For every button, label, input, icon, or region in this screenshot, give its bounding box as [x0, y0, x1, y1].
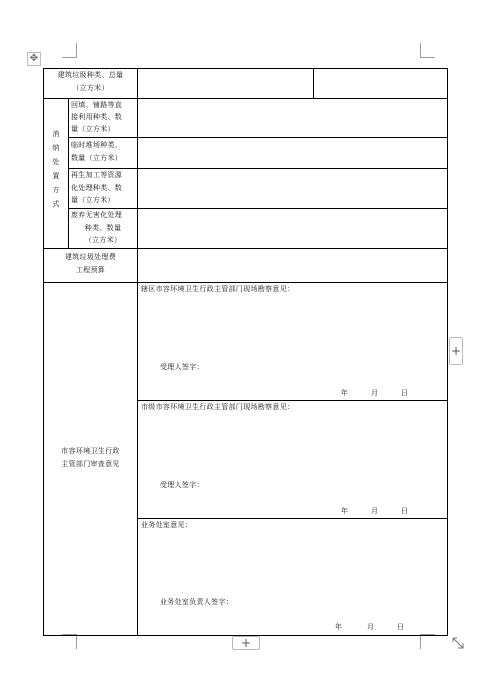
temp-storage-label-line2: 数量（立方米）	[71, 154, 123, 162]
business-opinion-title: 业务处室意见：	[141, 521, 193, 529]
city-date-month: 月	[371, 507, 379, 515]
recycle-label-line3: 量（立方米）	[71, 196, 115, 204]
disposal-method-char-1: 消	[52, 130, 60, 138]
table-move-handle[interactable]	[27, 52, 41, 66]
city-opinion-title: 市级市容环境卫生行政主管部门现场勘察意见：	[141, 403, 295, 411]
landfill-label-line1: 废弃无害化处理	[71, 211, 123, 219]
disposal-method-char-5: 方	[52, 186, 60, 194]
business-date-day: 日	[397, 623, 405, 631]
district-date-year: 年	[341, 389, 349, 397]
temp-storage-label-line1: 临时堆场种类、	[71, 141, 123, 149]
waste-type-volume-label-line2: （立方米）	[72, 84, 109, 92]
waste-type-volume-label-line1: 建筑垃圾种类、总量	[57, 71, 124, 79]
disposal-method-char-4: 置	[52, 172, 60, 180]
resize-icon	[452, 637, 464, 649]
disposal-fee-label-line2: 工程预算	[75, 266, 106, 274]
recycle-label-line2: 化处理种类、数	[71, 184, 123, 192]
business-head-sign: 业务处室负责人签字：	[160, 598, 233, 606]
disposal-method-char-3: 处	[52, 158, 60, 166]
add-column-button[interactable]	[449, 337, 463, 365]
city-date-day: 日	[401, 507, 409, 515]
district-date-month: 月	[371, 389, 379, 397]
move-icon: ✥	[29, 53, 39, 64]
backfill-label-line3: 量（立方米）	[71, 125, 115, 133]
plus-icon: +	[240, 636, 252, 650]
page-corner-mark-top-right	[420, 43, 435, 58]
page-corner-mark-bottom-left	[62, 634, 77, 649]
city-handler-sign: 受理人签字：	[160, 481, 204, 489]
review-label-line2: 主管部门审查意见	[61, 460, 120, 468]
table-resize-handle[interactable]	[452, 637, 464, 649]
business-date-month: 月	[367, 623, 375, 631]
backfill-label-line2: 接利用种类、数	[71, 113, 123, 121]
landfill-label-line2: 种类、数量	[84, 224, 122, 232]
district-opinion-title: 辖区市容环境卫生行政主管部门现场勘察意见：	[141, 285, 295, 293]
district-handler-sign: 受理人签字：	[160, 363, 204, 371]
page-corner-mark-top-left	[62, 43, 77, 58]
landfill-label-line3: （立方米）	[84, 236, 122, 244]
city-date-year: 年	[341, 507, 349, 515]
disposal-fee-label-line1: 建筑垃圾处理费	[64, 253, 117, 261]
disposal-method-char-2: 纳	[52, 144, 60, 152]
backfill-label-line1: 回填、铺路等直	[71, 101, 123, 109]
page-corner-mark-bottom-right	[420, 634, 435, 649]
business-date-year: 年	[335, 623, 343, 631]
district-date-day: 日	[401, 389, 409, 397]
add-row-button[interactable]	[232, 636, 260, 650]
plus-icon: +	[450, 344, 462, 358]
disposal-method-char-6: 式	[52, 200, 60, 208]
recycle-label-line1: 再生加工等资源	[71, 171, 123, 179]
review-label-line1: 市容环境卫生行政	[61, 447, 120, 455]
